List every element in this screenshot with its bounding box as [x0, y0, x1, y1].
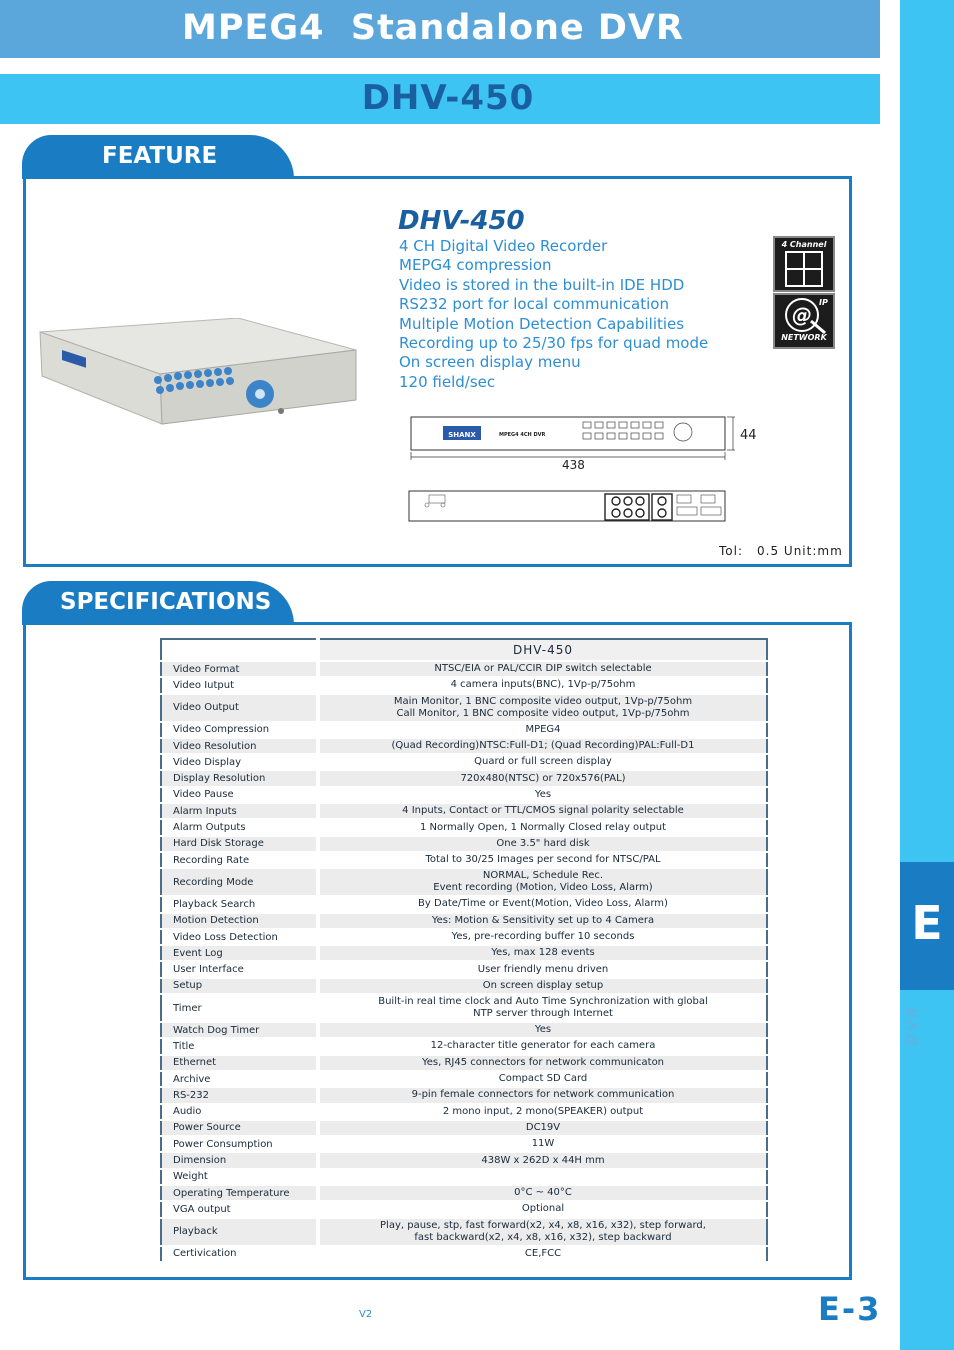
spec-column-header: DHV-450 [318, 639, 767, 661]
spec-key: Motion Detection [161, 913, 318, 929]
side-stripe [900, 0, 954, 1350]
spec-value: 720x480(NTSC) or 720x576(PAL) [318, 770, 767, 786]
height-dimension: 44 [740, 428, 757, 443]
table-row [161, 868, 767, 896]
spec-value: CE,FCC [318, 1246, 767, 1262]
table-row [161, 1038, 767, 1054]
table-row [161, 913, 767, 929]
spec-value-line: Call Monitor, 1 BNC composite video output, 1Vp-p/75ohm [396, 707, 690, 719]
spec-value: 12-character title generator for each camera [318, 1038, 767, 1054]
network-label: NETWORK [781, 333, 827, 342]
feature-item: On screen display menu [399, 353, 581, 372]
spec-value [318, 1218, 767, 1246]
table-row [161, 819, 767, 835]
table-row [161, 994, 767, 1022]
spec-key: Video Loss Detection [161, 929, 318, 945]
feature-item: MEPG4 compression [399, 256, 552, 275]
spec-key: Hard Disk Storage [161, 836, 318, 852]
spec-key: Video Output [161, 694, 318, 722]
feature-item: Recording up to 25/30 fps for quad mode [399, 334, 709, 353]
spec-header-blank [161, 639, 318, 661]
table-row [161, 929, 767, 945]
spec-value: On screen display setup [318, 978, 767, 994]
feature-heading-text: FEATURE [102, 143, 218, 169]
spec-value: Yes: Motion & Sensitivity set up to 4 Camera [318, 913, 767, 929]
ip-label: IP [819, 298, 828, 307]
table-row [161, 738, 767, 754]
spec-table [160, 638, 768, 1263]
table-row [161, 1055, 767, 1071]
spec-key: Power Consumption [161, 1136, 318, 1152]
spec-key: Archive [161, 1071, 318, 1087]
spec-value: NTSC/EIA or PAL/CCIR DIP switch selectable [318, 661, 767, 677]
feature-item: 4 CH Digital Video Recorder [399, 237, 608, 255]
spec-key: Title [161, 1038, 318, 1054]
spec-key: Video Format [161, 661, 318, 677]
spec-key: Watch Dog Timer [161, 1022, 318, 1038]
spec-value [318, 1169, 767, 1185]
tolerance-value: 0.5 Unit:mm [757, 544, 843, 558]
network-badge [773, 293, 835, 349]
spec-key: Recording Mode [161, 868, 318, 896]
table-row [161, 1120, 767, 1136]
spec-value: Compact SD Card [318, 1071, 767, 1087]
version-label: V2 [359, 1309, 373, 1320]
spec-value: 1 Normally Open, 1 Normally Closed relay output [318, 819, 767, 835]
spec-value-line: Main Monitor, 1 BNC composite video output, 1Vp-p/75ohm [393, 695, 693, 707]
spec-key: Certivication [161, 1246, 318, 1262]
spec-key: Video Iutput [161, 677, 318, 693]
spec-value: 2 mono input, 2 mono(SPEAKER) output [318, 1104, 767, 1120]
table-row [161, 1104, 767, 1120]
front-model-label: MPEG4 4CH DVR [499, 432, 546, 438]
spec-value: 4 Inputs, Contact or TTL/CMOS signal polarity selectable [318, 803, 767, 819]
network-at-icon [775, 295, 833, 335]
spec-key: Audio [161, 1104, 318, 1120]
tolerance-note [719, 544, 843, 558]
spec-key: Playback Search [161, 896, 318, 912]
table-row [161, 1087, 767, 1103]
table-row [161, 896, 767, 912]
table-row [161, 770, 767, 786]
four-channel-badge [773, 236, 835, 292]
table-row [161, 852, 767, 868]
page-number: E-3 [818, 1290, 882, 1328]
spec-value: 11W [318, 1136, 767, 1152]
spec-key: Video Display [161, 754, 318, 770]
spec-value: Total to 30/25 Images per second for NTSC/PAL [318, 852, 767, 868]
model-title: DHV-450 [361, 78, 535, 118]
spec-value: DC19V [318, 1120, 767, 1136]
table-row [161, 1185, 767, 1201]
feature-item: Multiple Motion Detection Capabilities [399, 314, 685, 333]
spec-value: By Date/Time or Event(Motion, Video Loss, Alarm) [318, 896, 767, 912]
spec-value: 438W x 262D x 44H mm [318, 1152, 767, 1168]
spec-key: Event Log [161, 945, 318, 961]
specifications-heading-text: SPECIFICATIONS [60, 589, 272, 615]
table-row [161, 803, 767, 819]
spec-key: Display Resolution [161, 770, 318, 786]
feature-heading [22, 135, 294, 179]
spec-key: VGA output [161, 1201, 318, 1217]
spec-key: Timer [161, 994, 318, 1022]
feature-model-title: DHV-450 [398, 206, 525, 236]
spec-value [318, 694, 767, 722]
spec-key: Video Resolution [161, 738, 318, 754]
table-row [161, 961, 767, 977]
table-row [161, 722, 767, 738]
table-row [161, 661, 767, 677]
rear-view-drawing [407, 489, 729, 525]
spec-value-line: Play, pause, stp, fast forward(x2, x4, x8, x16, x32), step forward, [380, 1219, 706, 1231]
spec-value: 9-pin female connectors for network communication [318, 1087, 767, 1103]
table-row [161, 1152, 767, 1168]
quad-grid-icon [785, 251, 823, 287]
table-row [161, 754, 767, 770]
table-row [161, 677, 767, 693]
spec-value-line: Event recording (Motion, Video Loss, Alarm) [433, 882, 653, 894]
table-row [161, 978, 767, 994]
tolerance-label: Tol: [719, 544, 744, 558]
spec-key: Dimension [161, 1152, 318, 1168]
table-row [161, 1022, 767, 1038]
table-row [161, 945, 767, 961]
svg-text:@: @ [792, 303, 812, 327]
spec-value: Optional [318, 1201, 767, 1217]
table-row [161, 1136, 767, 1152]
spec-value [318, 994, 767, 1022]
table-row [161, 787, 767, 803]
spec-value-line: NTP server through Internet [473, 1008, 613, 1020]
spec-value: One 3.5" hard disk [318, 836, 767, 852]
spec-value: 0°C ~ 40°C [318, 1185, 767, 1201]
spec-value: (Quad Recording)NTSC:Full-D1; (Quad Recording)PAL:Full-D1 [318, 738, 767, 754]
spec-value: Yes, max 128 events [318, 945, 767, 961]
specifications-heading [22, 581, 294, 625]
spec-key: Setup [161, 978, 318, 994]
spec-value-line: Built-in real time clock and Auto Time Synchronization with global [378, 996, 708, 1008]
table-row [161, 1218, 767, 1246]
feature-item: 120 field/sec [399, 372, 496, 391]
spec-value: MPEG4 [318, 722, 767, 738]
spec-value: User friendly menu driven [318, 961, 767, 977]
dvr-product-image [38, 318, 363, 430]
spec-key: Playback [161, 1218, 318, 1246]
feature-item: RS232 port for local communication [399, 295, 669, 314]
table-row [161, 694, 767, 722]
spec-key: Ethernet [161, 1055, 318, 1071]
table-row [161, 836, 767, 852]
feature-list [399, 237, 708, 392]
table-row [161, 1169, 767, 1185]
spec-key: User Interface [161, 961, 318, 977]
spec-value: 4 camera inputs(BNC), 1Vp-p/75ohm [318, 677, 767, 693]
section-label: DVR [903, 1004, 921, 1046]
spec-value-line: NORMAL, Schedule Rec. [482, 870, 604, 882]
spec-key: Recording Rate [161, 852, 318, 868]
spec-key: Weight [161, 1169, 318, 1185]
four-channel-label: 4 Channel [781, 240, 827, 249]
spec-value: Yes, pre-recording buffer 10 seconds [318, 929, 767, 945]
spec-value: Yes [318, 787, 767, 803]
spec-value: Yes, RJ45 connectors for network communicaton [318, 1055, 767, 1071]
table-row [161, 1201, 767, 1217]
width-dimension: 438 [562, 458, 585, 472]
spec-key: Video Compression [161, 722, 318, 738]
spec-key: RS-232 [161, 1087, 318, 1103]
table-row [161, 1246, 767, 1262]
front-brand-label: SHANX [448, 431, 476, 439]
spec-header-row [161, 639, 767, 661]
feature-item: Video is stored in the built-in IDE HDD [399, 275, 685, 294]
spec-key: Alarm Outputs [161, 819, 318, 835]
spec-value: Quard or full screen display [318, 754, 767, 770]
spec-key: Operating Temperature [161, 1185, 318, 1201]
spec-key: Power Source [161, 1120, 318, 1136]
page-title: MPEG4 Standalone DVR [182, 8, 684, 48]
spec-value [318, 868, 767, 896]
spec-value-line: fast backward(x2, x4, x8, x16, x32), step backward [414, 1231, 672, 1243]
table-row [161, 1071, 767, 1087]
section-letter: E [911, 896, 943, 950]
spec-key: Alarm Inputs [161, 803, 318, 819]
spec-value: Yes [318, 1022, 767, 1038]
spec-key: Video Pause [161, 787, 318, 803]
